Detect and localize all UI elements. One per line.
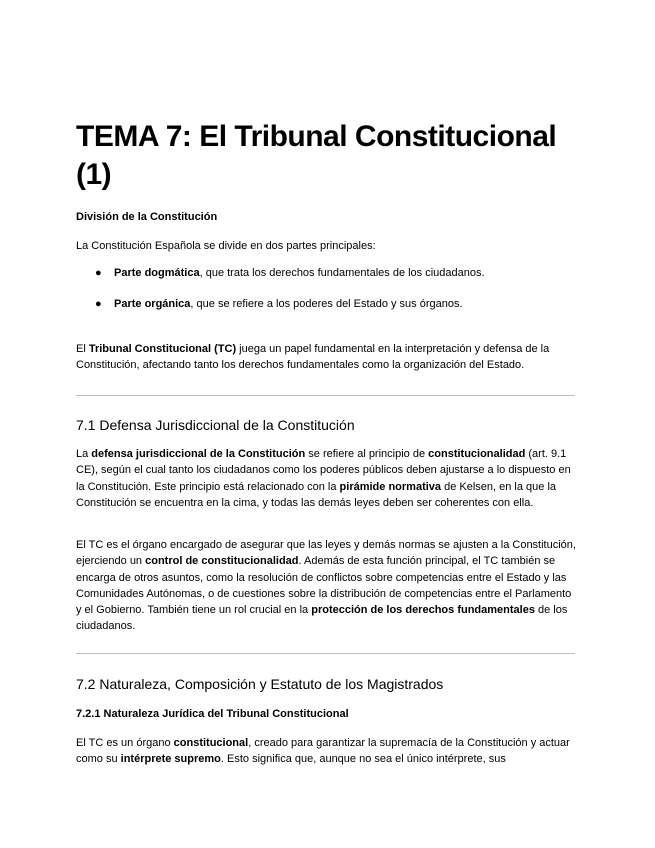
divider bbox=[76, 653, 575, 654]
list-item-text: , que trata los derechos fundamentales de los ciudadanos. bbox=[199, 267, 485, 279]
section-7-1-para-1: La defensa jurisdiccional de la Constitución se refiere al principio de constitucionalidad (art. 9.1 CE), según el cual tanto los ciudadanos como los poderes públicos deben ajustarse a lo dispuesto en la Constitución. Este principio está relacionado con la pirámide normativa de Kelsen, en la que la Constitución se encuentra en la cima, y todas las demás leyes deben ser coherentes con ella. bbox=[76, 448, 571, 509]
section-7-2-1-para: El TC es un órgano constitucional, creado para garantizar la supremacía de la Constitución y actuar como su intérprete supremo. Esto significa que, aunque no sea el único intérprete, sus bbox=[76, 737, 570, 766]
divider bbox=[76, 395, 575, 396]
page-title: TEMA 7: El Tribunal Constitucional (1) bbox=[76, 120, 557, 191]
bullet-icon: ● bbox=[95, 267, 102, 279]
list-item bbox=[76, 297, 576, 311]
list-item-text: , que se refiere a los poderes del Estado y sus órganos. bbox=[190, 298, 463, 310]
list-item-bold: Parte dogmática bbox=[114, 267, 200, 279]
list-item bbox=[76, 266, 576, 280]
tc-paragraph: El Tribunal Constitucional (TC) juega un papel fundamental en la interpretación y defensa de la Constitución, afectando tanto los derechos fundamentales como la organización del Estado. bbox=[76, 343, 550, 372]
section-7-1-para-2: El TC es el órgano encargado de asegurar que las leyes y demás normas se ajusten a la Constitución, ejerciendo un control de constitucionalidad. Además de esta función principal, el TC también se encarga de otros asuntos, como la resolución de conflictos sobre competencias entre el Estado y las Comunidades Autónomas, o de cuestiones sobre la distribución de competencias entre el Parlamento y el Gobierno. También tiene un rol crucial en la protección de los derechos fundamentales de los ciudadanos. bbox=[76, 539, 576, 633]
division-list bbox=[76, 266, 576, 311]
division-heading: División de la Constitución bbox=[76, 211, 218, 223]
section-7-1-heading: 7.1 Defensa Jurisdiccional de la Constitución bbox=[76, 417, 355, 433]
bullet-icon: ● bbox=[95, 298, 102, 310]
division-intro: La Constitución Española se divide en dos partes principales: bbox=[76, 240, 376, 252]
section-7-2-heading: 7.2 Naturaleza, Composición y Estatuto de los Magistrados bbox=[76, 676, 444, 692]
section-7-2-1-heading: 7.2.1 Naturaleza Jurídica del Tribunal Constitucional bbox=[76, 708, 349, 720]
list-item-bold: Parte orgánica bbox=[114, 298, 191, 310]
